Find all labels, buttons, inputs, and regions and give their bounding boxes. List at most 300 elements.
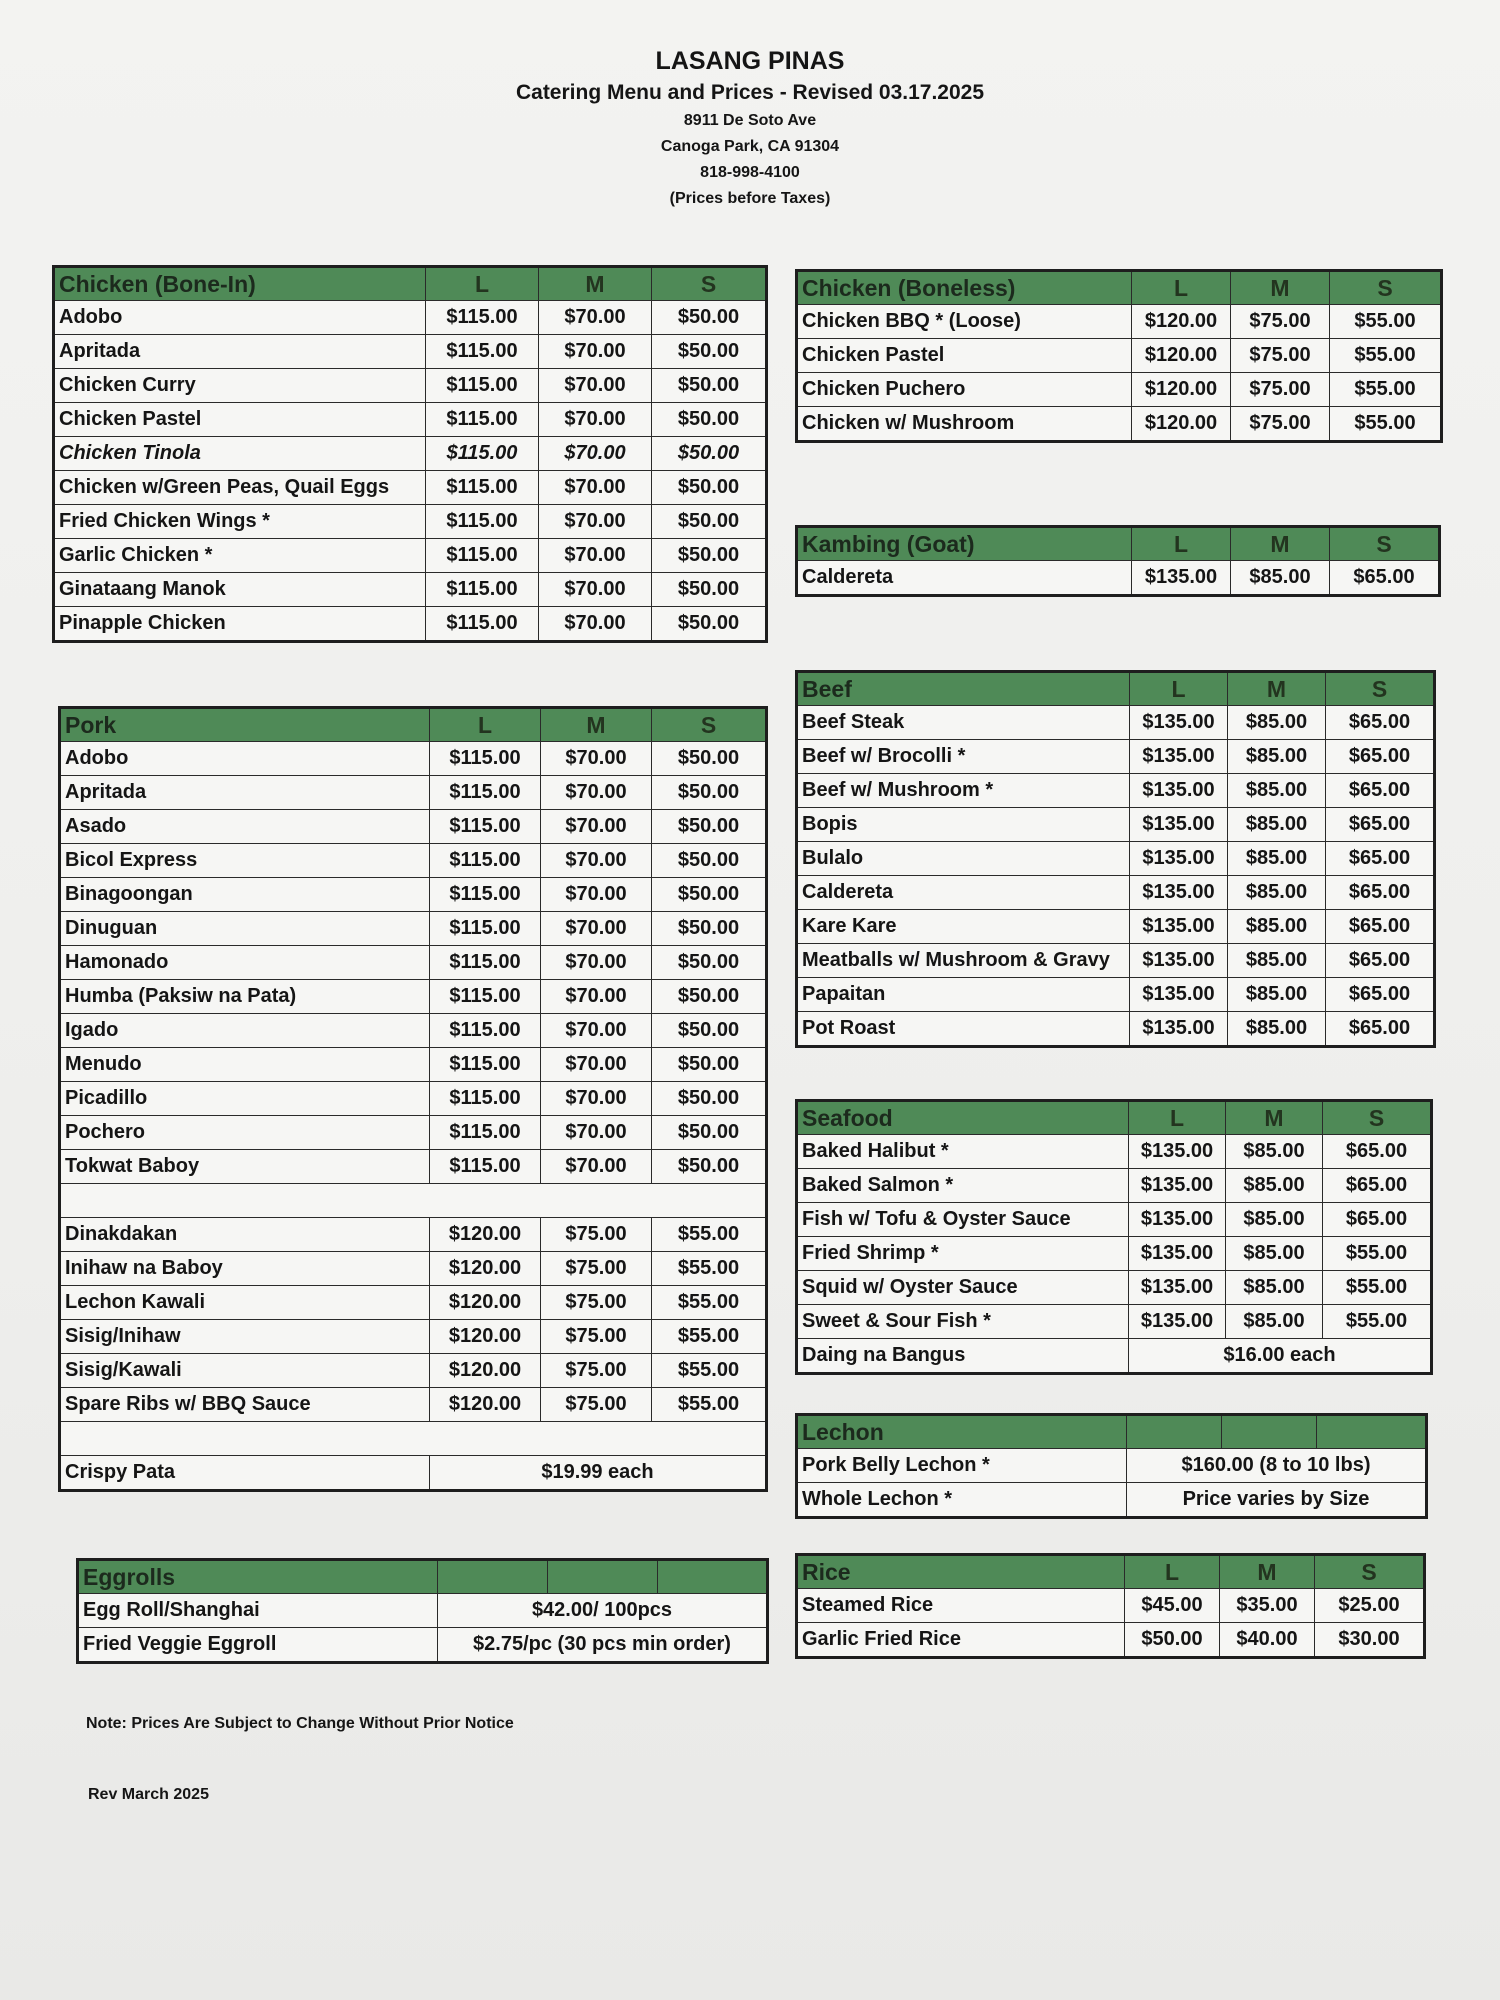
price-medium: $85.00 xyxy=(1228,876,1326,910)
price-medium: $85.00 xyxy=(1226,1271,1323,1305)
price-small: $50.00 xyxy=(652,912,767,946)
item-name: Kare Kare xyxy=(797,910,1130,944)
price-medium: $70.00 xyxy=(539,437,652,471)
menu-item-row xyxy=(797,339,1442,373)
item-name: Caldereta xyxy=(797,876,1130,910)
price-medium: $70.00 xyxy=(539,335,652,369)
item-name: Bulalo xyxy=(797,842,1130,876)
price-large: $120.00 xyxy=(1132,305,1231,339)
price-small: $55.00 xyxy=(652,1218,767,1252)
pork-table xyxy=(58,706,768,1492)
menu-item-row xyxy=(797,910,1435,944)
item-name: Meatballs w/ Mushroom & Gravy xyxy=(797,944,1130,978)
price-small: $50.00 xyxy=(652,980,767,1014)
item-name: Dinuguan xyxy=(60,912,430,946)
price-medium: $70.00 xyxy=(541,1116,652,1150)
item-name: Papaitan xyxy=(797,978,1130,1012)
size-m-label: M xyxy=(1231,271,1330,305)
menu-item-row xyxy=(797,1169,1432,1203)
price-large: $115.00 xyxy=(430,776,541,810)
price-medium: $85.00 xyxy=(1228,774,1326,808)
item-name: Dinakdakan xyxy=(60,1218,430,1252)
menu-item-row xyxy=(54,539,767,573)
menu-item-row xyxy=(797,1203,1432,1237)
price-large: $135.00 xyxy=(1129,1271,1226,1305)
item-name: Inihaw na Baboy xyxy=(60,1252,430,1286)
menu-item-row xyxy=(54,369,767,403)
item-price: $42.00/ 100pcs xyxy=(438,1594,768,1628)
price-small: $50.00 xyxy=(652,335,767,369)
price-small: $65.00 xyxy=(1326,1012,1435,1047)
item-price: Price varies by Size xyxy=(1127,1483,1427,1518)
menu-item-row xyxy=(797,407,1442,442)
menu-header xyxy=(0,44,1500,212)
menu-item-row xyxy=(54,335,767,369)
price-large: $115.00 xyxy=(430,1048,541,1082)
price-small: $65.00 xyxy=(1323,1135,1432,1169)
price-medium: $70.00 xyxy=(541,1082,652,1116)
item-name: Apritada xyxy=(60,776,430,810)
tax-note: (Prices before Taxes) xyxy=(669,190,831,207)
price-medium: $85.00 xyxy=(1226,1135,1323,1169)
menu-item-row xyxy=(60,1252,767,1286)
price-medium: $85.00 xyxy=(1231,561,1330,596)
item-name: Picadillo xyxy=(60,1082,430,1116)
price-large: $115.00 xyxy=(430,946,541,980)
price-small: $50.00 xyxy=(652,844,767,878)
item-name: Adobo xyxy=(60,742,430,776)
price-large: $135.00 xyxy=(1130,706,1228,740)
menu-item-row xyxy=(60,1388,767,1422)
section-header xyxy=(797,1415,1427,1449)
price-small: $30.00 xyxy=(1315,1623,1425,1658)
price-small: $50.00 xyxy=(652,607,767,642)
price-large: $50.00 xyxy=(1125,1623,1220,1658)
price-large: $115.00 xyxy=(426,539,539,573)
item-name: Baked Halibut * xyxy=(797,1135,1129,1169)
price-large: $120.00 xyxy=(430,1320,541,1354)
menu-item-row xyxy=(60,1116,767,1150)
section-header xyxy=(797,672,1435,706)
price-large: $135.00 xyxy=(1129,1305,1226,1339)
price-small: $50.00 xyxy=(652,301,767,335)
price-large: $115.00 xyxy=(430,742,541,776)
item-name: Sisig/Inihaw xyxy=(60,1320,430,1354)
beef-table xyxy=(795,670,1436,1048)
price-medium: $85.00 xyxy=(1228,978,1326,1012)
item-name: Chicken BBQ * (Loose) xyxy=(797,305,1132,339)
price-medium: $70.00 xyxy=(539,471,652,505)
price-large: $115.00 xyxy=(430,878,541,912)
size-m-label: M xyxy=(1226,1101,1323,1135)
price-small: $65.00 xyxy=(1330,561,1440,596)
price-large: $115.00 xyxy=(426,301,539,335)
item-name: Pinapple Chicken xyxy=(54,607,426,642)
item-name: Steamed Rice xyxy=(797,1589,1125,1623)
size-m-label: M xyxy=(1228,672,1326,706)
size-l-label: L xyxy=(426,267,539,301)
price-medium: $85.00 xyxy=(1228,706,1326,740)
price-large: $135.00 xyxy=(1130,740,1228,774)
price-medium: $70.00 xyxy=(541,1014,652,1048)
item-name: Garlic Fried Rice xyxy=(797,1623,1125,1658)
price-small: $65.00 xyxy=(1326,706,1435,740)
price-large: $120.00 xyxy=(1132,373,1231,407)
price-change-note: Note: Prices Are Subject to Change Without Prior Notice xyxy=(86,1715,514,1732)
section-title: Beef xyxy=(797,672,1130,706)
price-large: $115.00 xyxy=(426,607,539,642)
menu-item-row xyxy=(797,876,1435,910)
price-medium: $85.00 xyxy=(1226,1237,1323,1271)
price-large: $115.00 xyxy=(426,335,539,369)
price-large: $120.00 xyxy=(430,1286,541,1320)
price-large: $120.00 xyxy=(1132,407,1231,442)
item-name: Whole Lechon * xyxy=(797,1483,1127,1518)
item-name: Pot Roast xyxy=(797,1012,1130,1047)
price-large: $135.00 xyxy=(1132,561,1231,596)
price-medium: $75.00 xyxy=(541,1218,652,1252)
price-medium: $70.00 xyxy=(541,776,652,810)
price-large: $135.00 xyxy=(1130,808,1228,842)
item-name: Chicken w/ Mushroom xyxy=(797,407,1132,442)
price-medium: $70.00 xyxy=(541,844,652,878)
item-name: Beef w/ Brocolli * xyxy=(797,740,1130,774)
price-large: $120.00 xyxy=(430,1354,541,1388)
price-medium: $85.00 xyxy=(1226,1169,1323,1203)
item-name: Bicol Express xyxy=(60,844,430,878)
price-small: $50.00 xyxy=(652,573,767,607)
price-large: $135.00 xyxy=(1130,876,1228,910)
menu-item-row xyxy=(60,946,767,980)
menu-item-row xyxy=(797,978,1435,1012)
menu-item-row xyxy=(54,573,767,607)
price-large: $115.00 xyxy=(426,403,539,437)
price-small: $50.00 xyxy=(652,1150,767,1184)
price-large: $115.00 xyxy=(426,369,539,403)
menu-item-row xyxy=(797,1012,1435,1047)
section-header xyxy=(78,1560,768,1594)
item-name: Egg Roll/Shanghai xyxy=(78,1594,438,1628)
menu-item-row xyxy=(60,878,767,912)
chicken-bone-in-table xyxy=(52,265,768,643)
price-small: $55.00 xyxy=(1330,305,1442,339)
price-small: $50.00 xyxy=(652,776,767,810)
price-small: $55.00 xyxy=(1330,373,1442,407)
phone-number: 818-998-4100 xyxy=(700,164,800,181)
item-name: Chicken Pastel xyxy=(54,403,426,437)
lechon-table xyxy=(795,1413,1428,1519)
price-large: $115.00 xyxy=(426,505,539,539)
menu-item-row xyxy=(797,808,1435,842)
menu-item-row xyxy=(797,1305,1432,1339)
price-small: $55.00 xyxy=(1330,407,1442,442)
price-large: $135.00 xyxy=(1129,1237,1226,1271)
size-s-label: S xyxy=(1323,1101,1432,1135)
price-small: $50.00 xyxy=(652,878,767,912)
item-name: Beef Steak xyxy=(797,706,1130,740)
size-s-label: S xyxy=(652,708,767,742)
item-name: Beef w/ Mushroom * xyxy=(797,774,1130,808)
seafood-table xyxy=(795,1099,1433,1375)
item-name: Garlic Chicken * xyxy=(54,539,426,573)
price-small: $50.00 xyxy=(652,505,767,539)
size-m-label: M xyxy=(541,708,652,742)
size-s-label: S xyxy=(652,267,767,301)
price-large: $135.00 xyxy=(1129,1169,1226,1203)
item-name: Humba (Paksiw na Pata) xyxy=(60,980,430,1014)
item-price: $19.99 each xyxy=(430,1456,767,1491)
price-medium: $85.00 xyxy=(1228,944,1326,978)
menu-item-row xyxy=(54,505,767,539)
rice-table xyxy=(795,1553,1426,1659)
price-medium: $70.00 xyxy=(539,539,652,573)
menu-item-row xyxy=(60,844,767,878)
price-medium: $70.00 xyxy=(541,742,652,776)
price-medium: $75.00 xyxy=(1231,373,1330,407)
item-name: Pork Belly Lechon * xyxy=(797,1449,1127,1483)
price-small: $50.00 xyxy=(652,437,767,471)
menu-item-row xyxy=(797,944,1435,978)
item-name: Adobo xyxy=(54,301,426,335)
price-large: $115.00 xyxy=(430,844,541,878)
section-header xyxy=(797,1555,1425,1589)
price-medium: $70.00 xyxy=(541,1048,652,1082)
price-medium: $70.00 xyxy=(541,946,652,980)
menu-item-row xyxy=(797,1271,1432,1305)
price-small: $50.00 xyxy=(652,1082,767,1116)
item-name: Fried Chicken Wings * xyxy=(54,505,426,539)
item-name: Igado xyxy=(60,1014,430,1048)
item-name: Menudo xyxy=(60,1048,430,1082)
price-medium: $70.00 xyxy=(541,912,652,946)
price-medium: $85.00 xyxy=(1228,910,1326,944)
menu-item-row xyxy=(797,1623,1425,1658)
price-large: $115.00 xyxy=(430,980,541,1014)
price-large: $120.00 xyxy=(1132,339,1231,373)
price-large: $115.00 xyxy=(426,437,539,471)
item-name: Pochero xyxy=(60,1116,430,1150)
item-price: $2.75/pc (30 pcs min order) xyxy=(438,1628,768,1663)
eggrolls-table xyxy=(76,1558,769,1664)
price-small: $65.00 xyxy=(1326,774,1435,808)
price-large: $120.00 xyxy=(430,1388,541,1422)
price-small: $55.00 xyxy=(652,1388,767,1422)
item-name: Fish w/ Tofu & Oyster Sauce xyxy=(797,1203,1129,1237)
size-s-label: S xyxy=(1330,527,1440,561)
price-medium: $75.00 xyxy=(541,1286,652,1320)
section-header xyxy=(797,271,1442,305)
menu-item-row xyxy=(797,706,1435,740)
item-name: Chicken Tinola xyxy=(54,437,426,471)
item-name: Sisig/Kawali xyxy=(60,1354,430,1388)
price-large: $115.00 xyxy=(430,912,541,946)
price-small: $50.00 xyxy=(652,403,767,437)
price-small: $65.00 xyxy=(1326,978,1435,1012)
price-medium: $75.00 xyxy=(541,1354,652,1388)
item-name: Caldereta xyxy=(797,561,1132,596)
item-name: Spare Ribs w/ BBQ Sauce xyxy=(60,1388,430,1422)
menu-item-row xyxy=(60,1354,767,1388)
price-medium: $35.00 xyxy=(1220,1589,1315,1623)
price-medium: $70.00 xyxy=(541,810,652,844)
menu-item-row xyxy=(54,471,767,505)
section-header xyxy=(60,708,767,742)
section-title: Seafood xyxy=(797,1101,1129,1135)
item-name: Ginataang Manok xyxy=(54,573,426,607)
chicken-boneless-table xyxy=(795,269,1443,443)
item-name: Hamonado xyxy=(60,946,430,980)
price-medium: $85.00 xyxy=(1228,1012,1326,1047)
price-medium: $85.00 xyxy=(1226,1305,1323,1339)
menu-item-row xyxy=(60,1150,767,1184)
price-medium: $75.00 xyxy=(1231,305,1330,339)
menu-item-row xyxy=(797,1135,1432,1169)
price-large: $135.00 xyxy=(1130,944,1228,978)
price-small: $55.00 xyxy=(652,1286,767,1320)
menu-item-row xyxy=(60,810,767,844)
item-name: Chicken Puchero xyxy=(797,373,1132,407)
price-medium: $70.00 xyxy=(539,607,652,642)
spacer-cell xyxy=(60,1184,767,1218)
item-name: Chicken w/Green Peas, Quail Eggs xyxy=(54,471,426,505)
menu-item-row xyxy=(797,1589,1425,1623)
price-small: $65.00 xyxy=(1326,944,1435,978)
menu-item-row xyxy=(60,980,767,1014)
price-medium: $70.00 xyxy=(539,403,652,437)
size-l-label: L xyxy=(1132,271,1231,305)
price-medium: $70.00 xyxy=(539,505,652,539)
size-l-label: L xyxy=(1125,1555,1220,1589)
price-medium: $70.00 xyxy=(541,1150,652,1184)
kambing-table xyxy=(795,525,1441,597)
price-medium: $40.00 xyxy=(1220,1623,1315,1658)
price-small: $25.00 xyxy=(1315,1589,1425,1623)
menu-item-row xyxy=(797,373,1442,407)
item-price: $16.00 each xyxy=(1129,1339,1432,1374)
address-street: 8911 De Soto Ave xyxy=(683,112,817,129)
size-l-label: L xyxy=(1129,1101,1226,1135)
menu-item-row xyxy=(54,403,767,437)
price-large: $115.00 xyxy=(430,1116,541,1150)
size-s-label: S xyxy=(1326,672,1435,706)
price-medium: $75.00 xyxy=(541,1320,652,1354)
price-large: $135.00 xyxy=(1130,1012,1228,1047)
price-small: $50.00 xyxy=(652,946,767,980)
item-name: Squid w/ Oyster Sauce xyxy=(797,1271,1129,1305)
menu-item-row xyxy=(60,1048,767,1082)
size-l-label: L xyxy=(1130,672,1228,706)
menu-item-row xyxy=(797,305,1442,339)
price-medium: $75.00 xyxy=(1231,339,1330,373)
item-name: Chicken Curry xyxy=(54,369,426,403)
price-small: $55.00 xyxy=(652,1354,767,1388)
price-small: $50.00 xyxy=(652,369,767,403)
menu-item-row xyxy=(60,1014,767,1048)
price-medium: $75.00 xyxy=(1231,407,1330,442)
item-name: Daing na Bangus xyxy=(797,1339,1129,1374)
price-medium: $75.00 xyxy=(541,1252,652,1286)
item-name: Baked Salmon * xyxy=(797,1169,1129,1203)
menu-item-row xyxy=(797,774,1435,808)
item-name: Asado xyxy=(60,810,430,844)
price-small: $50.00 xyxy=(652,471,767,505)
price-large: $135.00 xyxy=(1130,910,1228,944)
price-large: $45.00 xyxy=(1125,1589,1220,1623)
menu-item-row xyxy=(60,912,767,946)
price-small: $50.00 xyxy=(652,539,767,573)
section-title: Eggrolls xyxy=(78,1560,438,1594)
price-small: $55.00 xyxy=(1323,1271,1432,1305)
section-header xyxy=(797,527,1440,561)
price-small: $55.00 xyxy=(652,1320,767,1354)
menu-item-row xyxy=(60,1082,767,1116)
price-small: $50.00 xyxy=(652,1116,767,1150)
size-m-label: M xyxy=(1231,527,1330,561)
price-medium: $70.00 xyxy=(539,573,652,607)
price-large: $135.00 xyxy=(1129,1203,1226,1237)
price-large: $115.00 xyxy=(430,810,541,844)
menu-item-row xyxy=(60,776,767,810)
size-s-label: S xyxy=(1315,1555,1425,1589)
size-m-label: M xyxy=(1220,1555,1315,1589)
menu-item-row xyxy=(60,1286,767,1320)
price-small: $65.00 xyxy=(1323,1169,1432,1203)
price-large: $115.00 xyxy=(430,1082,541,1116)
price-small: $65.00 xyxy=(1326,740,1435,774)
item-name: Tokwat Baboy xyxy=(60,1150,430,1184)
price-large: $115.00 xyxy=(426,573,539,607)
menu-item-row xyxy=(797,1449,1427,1483)
price-small: $65.00 xyxy=(1326,808,1435,842)
section-title: Chicken (Boneless) xyxy=(797,271,1132,305)
section-title: Kambing (Goat) xyxy=(797,527,1132,561)
menu-item-row xyxy=(60,1218,767,1252)
price-small: $65.00 xyxy=(1326,910,1435,944)
item-name: Apritada xyxy=(54,335,426,369)
menu-item-row xyxy=(78,1594,768,1628)
item-name: Sweet & Sour Fish * xyxy=(797,1305,1129,1339)
price-medium: $85.00 xyxy=(1226,1203,1323,1237)
price-medium: $70.00 xyxy=(541,878,652,912)
menu-item-row xyxy=(78,1628,768,1663)
menu-item-row xyxy=(797,561,1440,596)
price-small: $55.00 xyxy=(1323,1237,1432,1271)
menu-item-row xyxy=(797,842,1435,876)
menu-item-row xyxy=(60,1320,767,1354)
price-large: $120.00 xyxy=(430,1252,541,1286)
price-medium: $70.00 xyxy=(541,980,652,1014)
section-header xyxy=(54,267,767,301)
menu-item-row xyxy=(60,742,767,776)
price-medium: $85.00 xyxy=(1228,808,1326,842)
menu-subtitle: Catering Menu and Prices - Revised 03.17.2025 xyxy=(515,81,985,104)
price-medium: $85.00 xyxy=(1228,740,1326,774)
section-title: Pork xyxy=(60,708,430,742)
item-name: Crispy Pata xyxy=(60,1456,430,1491)
price-small: $55.00 xyxy=(652,1252,767,1286)
item-name: Bopis xyxy=(797,808,1130,842)
price-large: $135.00 xyxy=(1130,842,1228,876)
price-medium: $70.00 xyxy=(539,369,652,403)
price-large: $120.00 xyxy=(430,1218,541,1252)
price-large: $135.00 xyxy=(1130,978,1228,1012)
price-small: $65.00 xyxy=(1326,876,1435,910)
price-medium: $85.00 xyxy=(1228,842,1326,876)
revision-note: Rev March 2025 xyxy=(88,1786,209,1803)
menu-item-row xyxy=(797,1237,1432,1271)
spacer-row xyxy=(60,1184,767,1218)
price-small: $50.00 xyxy=(652,1014,767,1048)
